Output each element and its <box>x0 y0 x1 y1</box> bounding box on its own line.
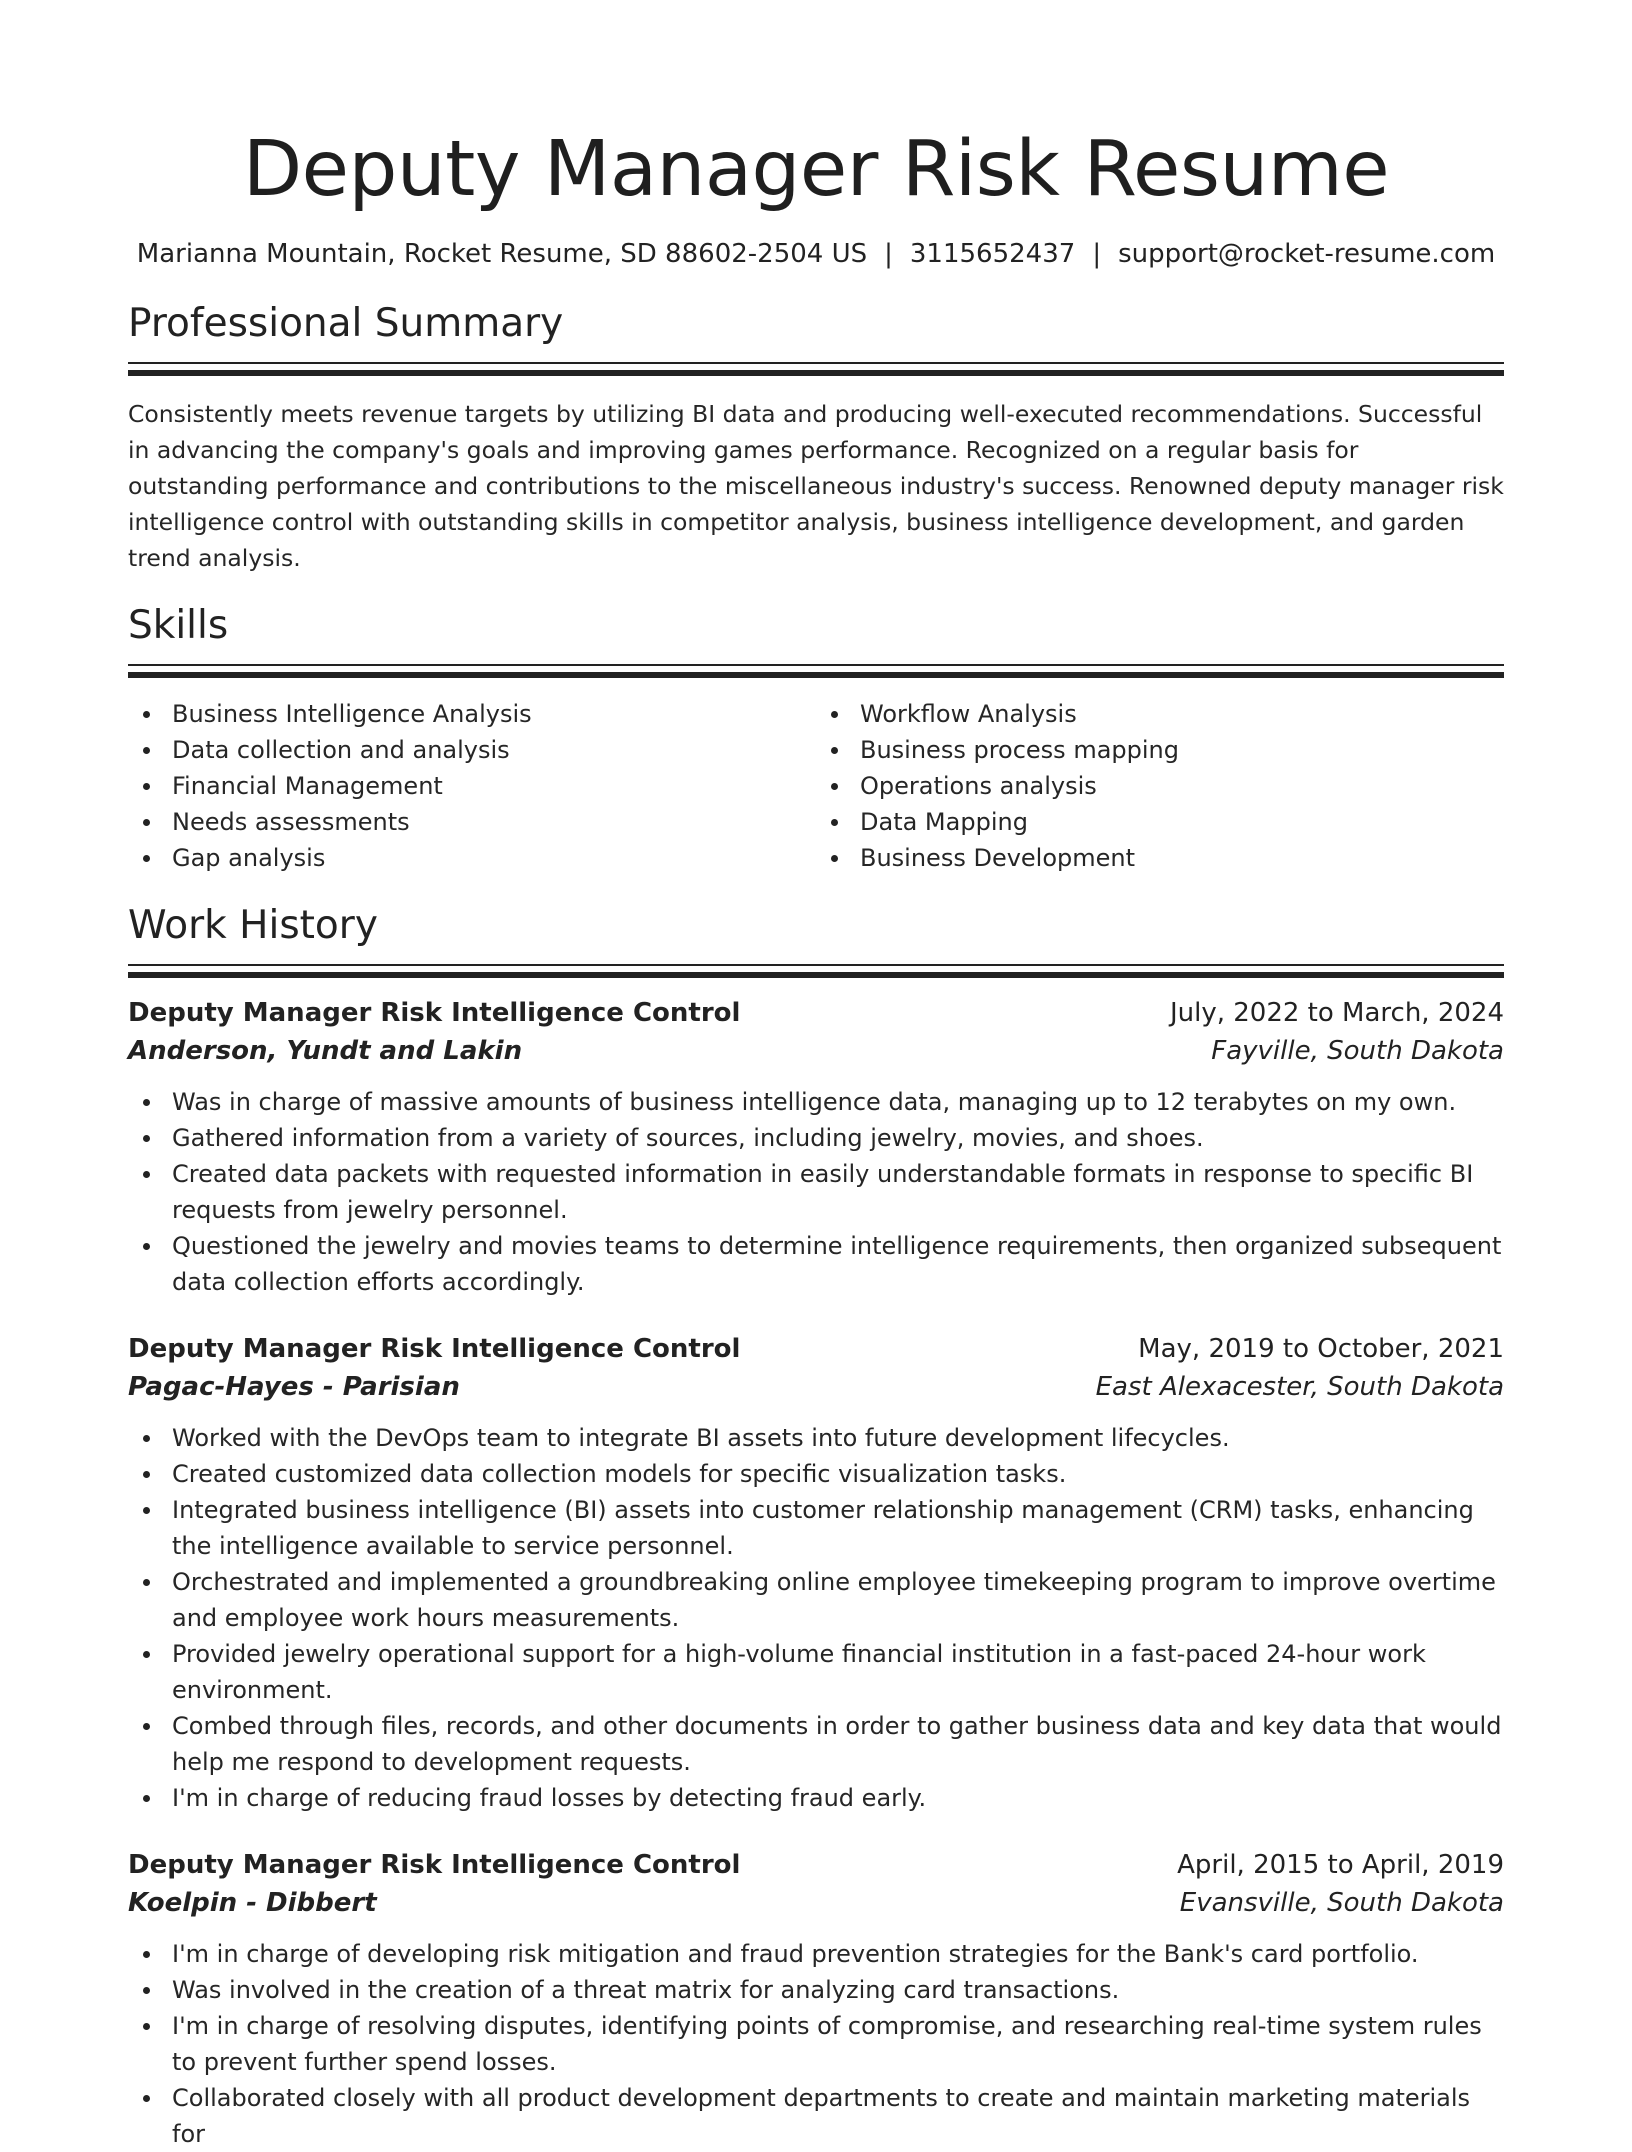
job-title: Deputy Manager Risk Intelligence Control <box>128 1850 741 1880</box>
job-location: Fayville, South Dakota <box>1211 1036 1504 1066</box>
skills-section <box>128 602 1504 876</box>
job-location: East Alexacester, South Dakota <box>1095 1372 1504 1402</box>
section-heading-skills: Skills <box>128 603 229 648</box>
skill-item: Business Development <box>816 840 1504 876</box>
section-divider <box>128 964 1504 978</box>
job-bullet: Orchestrated and implemented a groundbreaking online employee timekeeping program to improve overtime and employee work hours measurements. <box>128 1564 1504 1636</box>
summary-section <box>128 300 1504 576</box>
skills-columns <box>128 696 1504 876</box>
job-bullet: Integrated business intelligence (BI) assets into customer relationship management (CRM) tasks, enhancing the intelligence available to service personnel. <box>128 1492 1504 1564</box>
section-divider <box>128 362 1504 376</box>
job-title: Deputy Manager Risk Intelligence Control <box>128 998 741 1028</box>
skill-item: Data collection and analysis <box>128 732 816 768</box>
job-dates: April, 2015 to April, 2019 <box>1177 1850 1504 1880</box>
skill-item: Business Intelligence Analysis <box>128 696 816 732</box>
job-company: Koelpin - Dibbert <box>128 1888 377 1918</box>
job-bullet-list <box>128 1936 1504 2152</box>
contact-separator: | <box>1092 239 1102 269</box>
job-bullet: I'm in charge of reducing fraud losses by detecting fraud early. <box>128 1780 1504 1816</box>
skill-item: Financial Management <box>128 768 816 804</box>
job-header <box>128 1846 1504 1884</box>
skill-item: Workflow Analysis <box>816 696 1504 732</box>
contact-email: support@rocket-resume.com <box>1118 239 1496 269</box>
job-bullet: Combed through files, records, and other documents in order to gather business data and key data that would help me respond to development requests. <box>128 1708 1504 1780</box>
resume-title: Deputy Manager Risk Resume <box>242 125 1390 214</box>
job-bullet: Gathered information from a variety of sources, including jewelry, movies, and shoes. <box>128 1120 1504 1156</box>
job-entry <box>128 1846 1504 2152</box>
job-header <box>128 994 1504 1032</box>
skills-right-list <box>816 696 1504 876</box>
work-history-section <box>128 902 1504 2152</box>
job-bullet: Collaborated closely with all product development departments to create and maintain marketing materials for <box>128 2080 1504 2152</box>
summary-text: Consistently meets revenue targets by utilizing BI data and producing well-executed recommendations. Successful in advancing the company's goals and improving games performance. Recognized on a regular basis for outstanding performance and contributions to the miscellaneous industry's success. Renowned deputy manager risk intelligence control with outstanding skills in competitor analysis, business intelligence development, and garden trend analysis. <box>128 400 1504 572</box>
job-bullet: Was in charge of massive amounts of business intelligence data, managing up to 12 terabytes on my own. <box>128 1084 1504 1120</box>
job-bullet-list <box>128 1084 1504 1300</box>
job-title: Deputy Manager Risk Intelligence Control <box>128 1334 741 1364</box>
contact-line <box>128 236 1504 272</box>
job-bullet-list <box>128 1420 1504 1816</box>
job-entry <box>128 994 1504 1300</box>
job-location: Evansville, South Dakota <box>1179 1888 1504 1918</box>
contact-address: Marianna Mountain, Rocket Resume, SD 88602-2504 US <box>136 239 868 269</box>
job-bullet: Worked with the DevOps team to integrate BI assets into future development lifecycles. <box>128 1420 1504 1456</box>
skill-item: Gap analysis <box>128 840 816 876</box>
job-subheader <box>128 1884 1504 1922</box>
job-bullet: Created data packets with requested information in easily understandable formats in response to specific BI requests from jewelry personnel. <box>128 1156 1504 1228</box>
job-header <box>128 1330 1504 1368</box>
section-heading-summary: Professional Summary <box>128 301 564 346</box>
job-company: Pagac-Hayes - Parisian <box>128 1372 460 1402</box>
job-subheader <box>128 1368 1504 1406</box>
resume-page <box>128 0 1504 2152</box>
section-divider <box>128 664 1504 678</box>
job-bullet: Created customized data collection models for specific visualization tasks. <box>128 1456 1504 1492</box>
contact-separator: | <box>884 239 893 269</box>
job-bullet: I'm in charge of developing risk mitigation and fraud prevention strategies for the Bank's card portfolio. <box>128 1936 1504 1972</box>
skill-item: Operations analysis <box>816 768 1504 804</box>
contact-phone: 3115652437 <box>909 239 1076 269</box>
skill-item: Data Mapping <box>816 804 1504 840</box>
job-bullet: Was involved in the creation of a threat matrix for analyzing card transactions. <box>128 1972 1504 2008</box>
skills-left-list <box>128 696 816 876</box>
skill-item: Business process mapping <box>816 732 1504 768</box>
job-entry <box>128 1330 1504 1816</box>
skill-item: Needs assessments <box>128 804 816 840</box>
job-bullet: I'm in charge of resolving disputes, identifying points of compromise, and researching real-time system rules to prevent further spend losses. <box>128 2008 1504 2080</box>
job-bullet: Provided jewelry operational support for a high-volume financial institution in a fast-paced 24-hour work environment. <box>128 1636 1504 1708</box>
job-dates: July, 2022 to March, 2024 <box>1169 998 1504 1028</box>
job-company: Anderson, Yundt and Lakin <box>128 1036 523 1066</box>
section-heading-work-history: Work History <box>128 903 378 948</box>
job-bullet: Questioned the jewelry and movies teams to determine intelligence requirements, then organized subsequent data collection efforts accordingly. <box>128 1228 1504 1300</box>
job-dates: May, 2019 to October, 2021 <box>1138 1334 1504 1364</box>
job-subheader <box>128 1032 1504 1070</box>
